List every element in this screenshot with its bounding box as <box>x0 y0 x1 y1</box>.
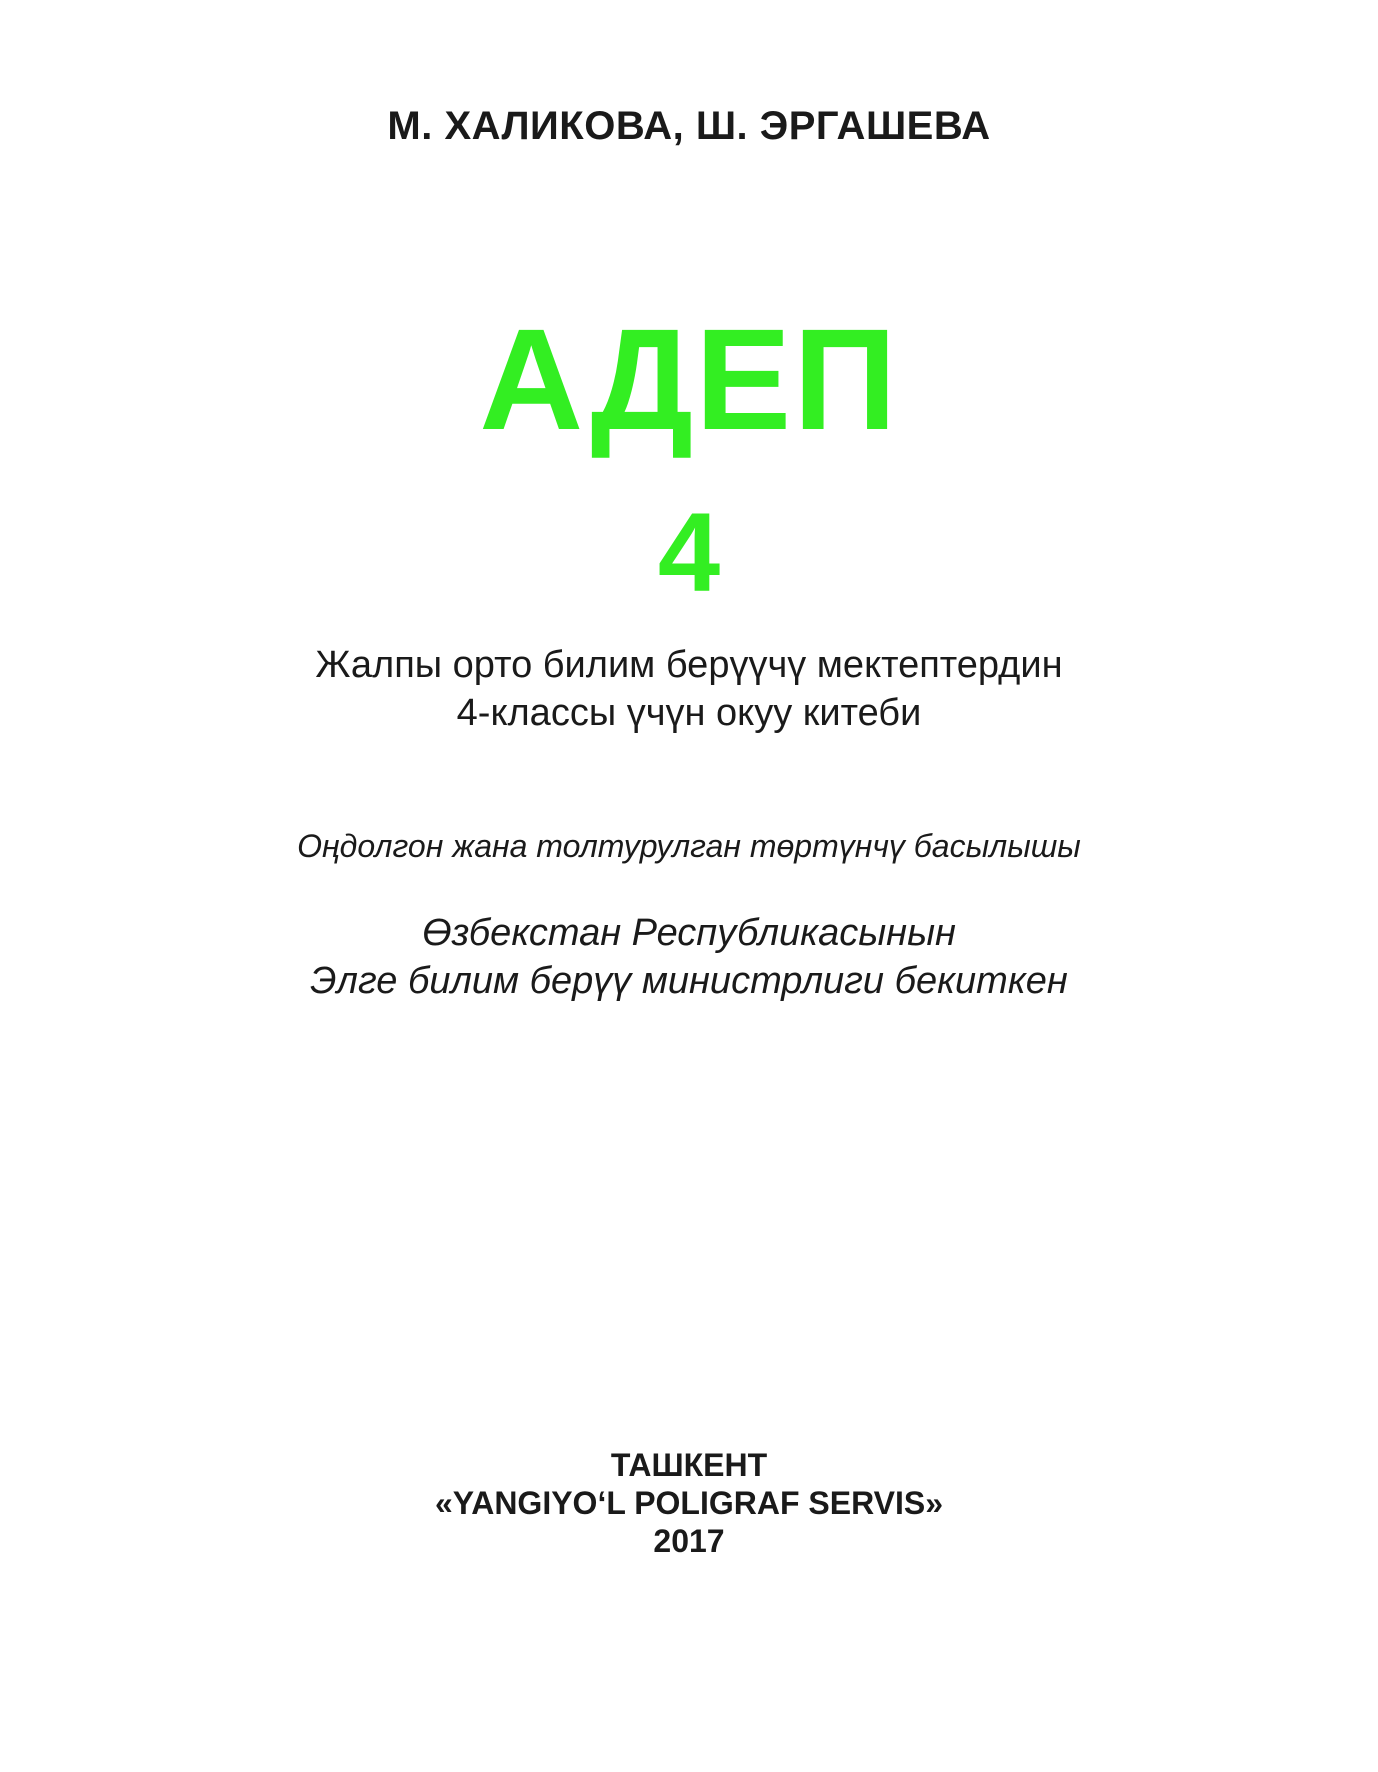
edition-note: Оңдолгон жана толтурулган төртүнчү басылышы <box>297 828 1081 864</box>
book-title: АДЕП <box>479 299 899 460</box>
imprint-city: ТАШКЕНТ <box>610 1447 768 1483</box>
subtitle-line-1: Жалпы орто билим берүүчү мектептердин <box>315 644 1063 686</box>
approval-line-1: Өзбекстан Республикасынын <box>422 912 956 954</box>
imprint-year: 2017 <box>653 1523 725 1559</box>
subtitle-line-2: 4-классы үчүн окуу китеби <box>456 692 922 734</box>
imprint-publisher: «YANGIYO‘L POLIGRAF SERVIS» <box>435 1485 943 1521</box>
authors-line: М. ХАЛИКОВА, Ш. ЭРГАШЕВА <box>387 104 991 148</box>
grade-number: 4 <box>657 490 721 615</box>
approval-line-2: Элге билим берүү министрлиги бекиткен <box>310 960 1068 1002</box>
